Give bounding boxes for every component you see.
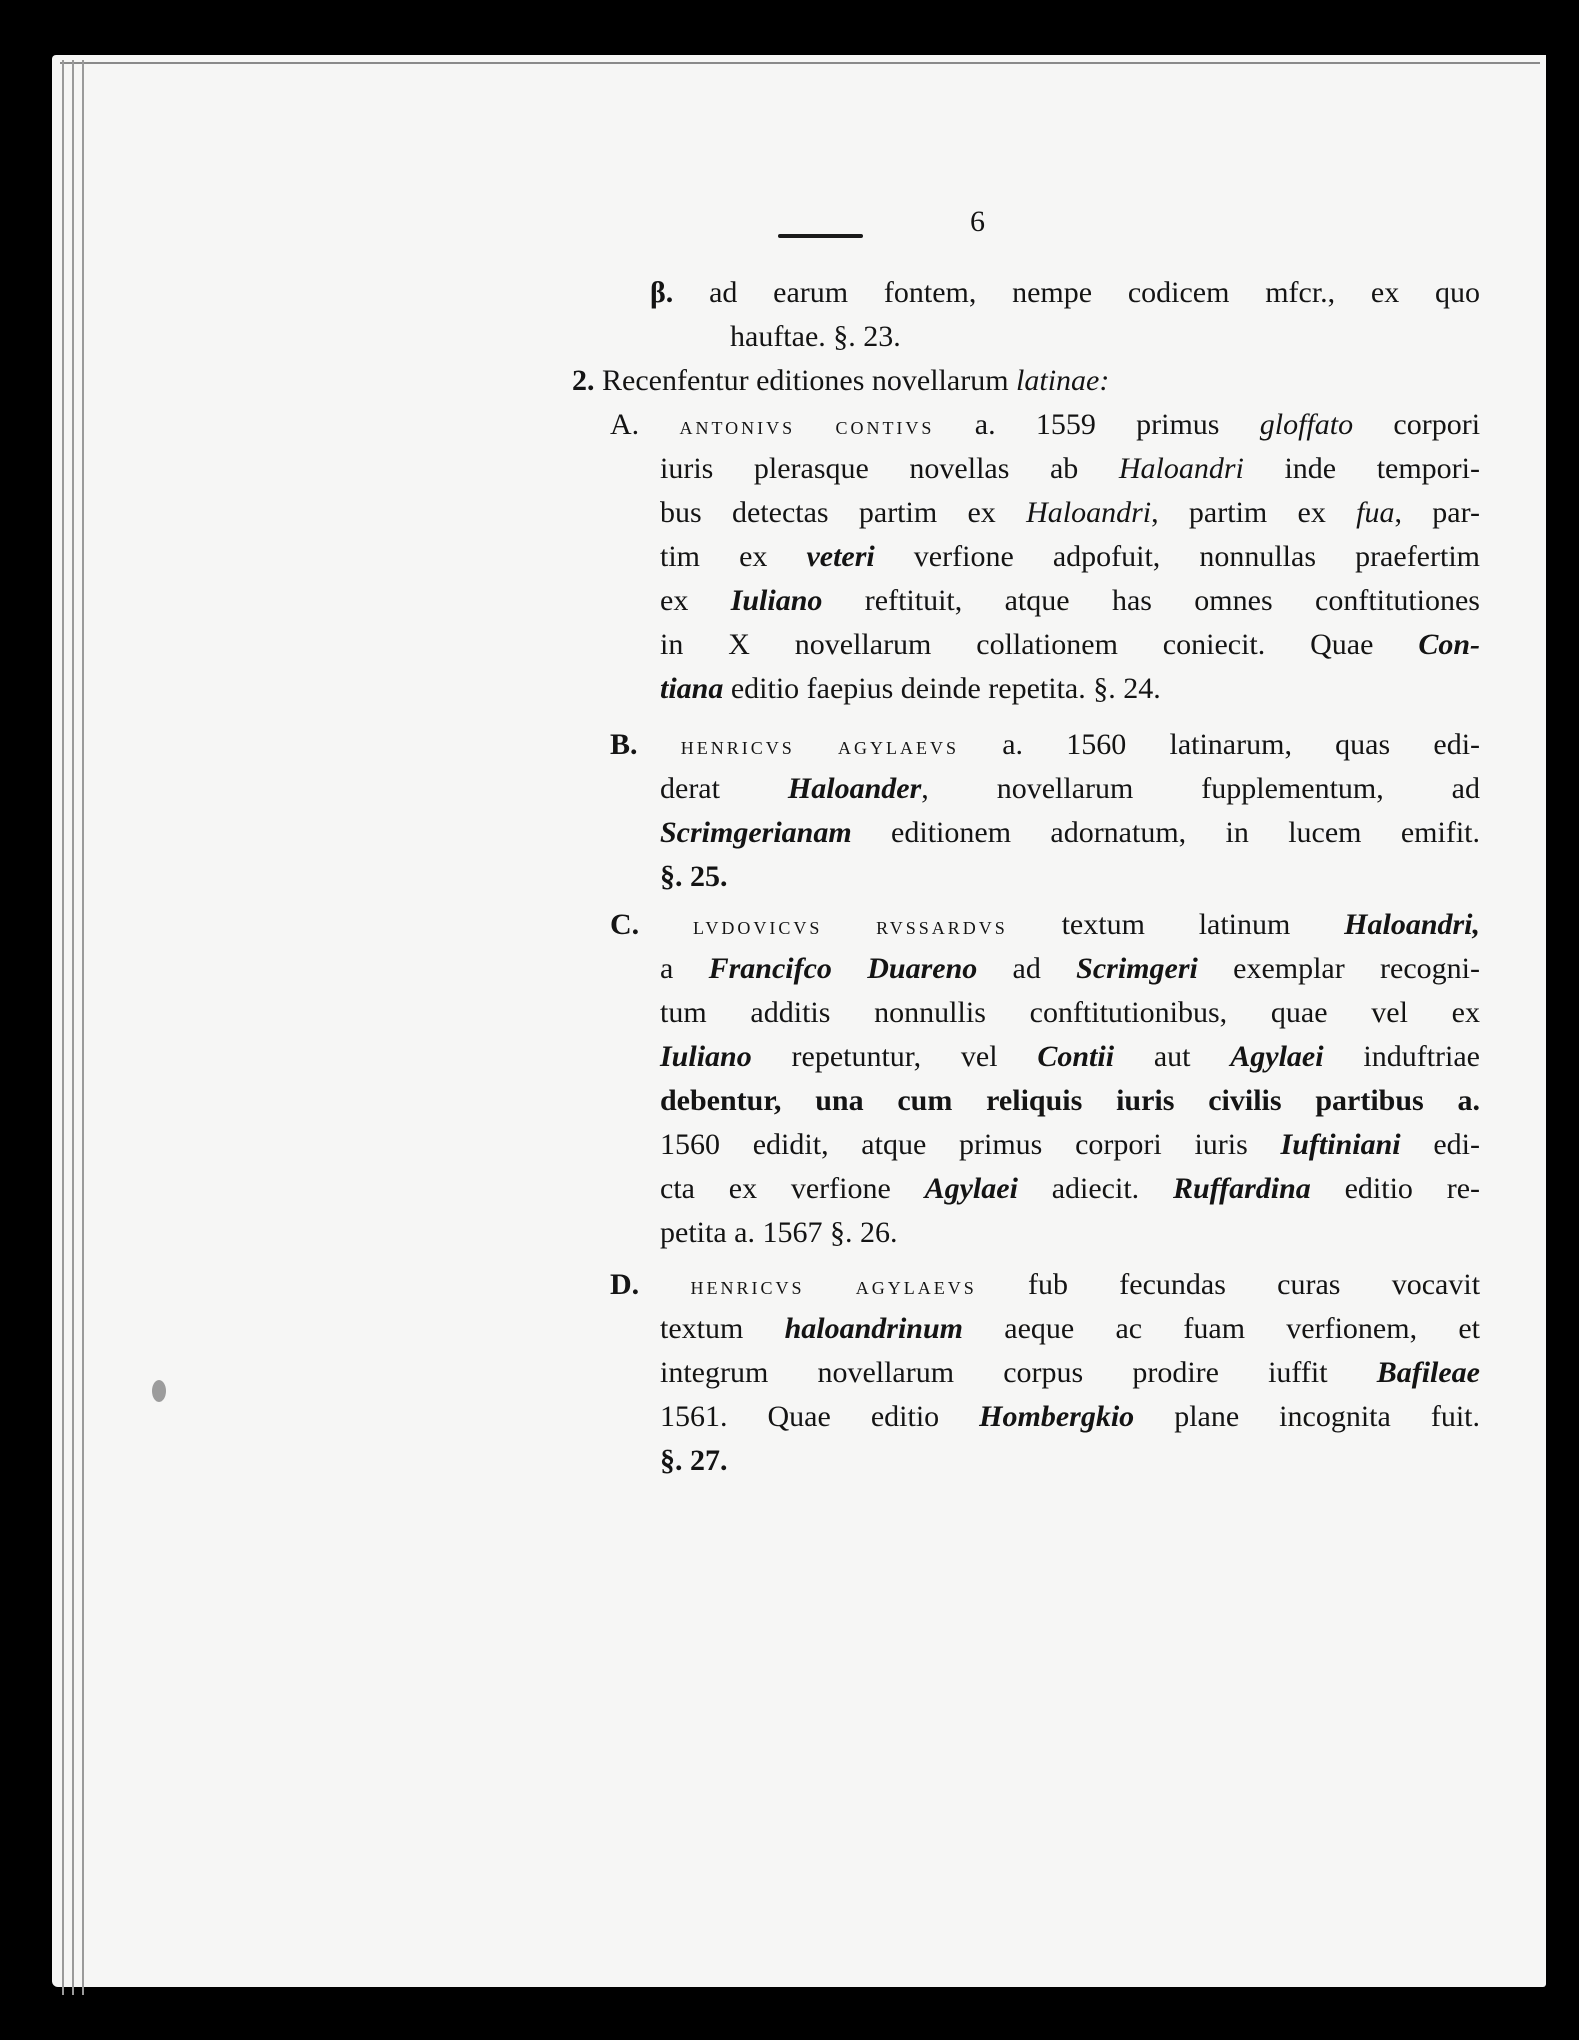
- text-line: [660, 1402, 1480, 1432]
- line-text: plane incognita fuit.: [1134, 1400, 1480, 1433]
- text-line: [650, 278, 1480, 308]
- stacked-page-edge: [72, 60, 74, 1995]
- italic-term: veteri: [806, 540, 875, 573]
- text-line: [660, 630, 1480, 660]
- item-marker: β.: [650, 276, 674, 309]
- line-text: in X novellarum collationem coniecit. Quae: [660, 628, 1419, 661]
- page-number: 6: [970, 205, 985, 238]
- text-line: [660, 674, 1161, 704]
- italic-term: Iuliano: [660, 1040, 752, 1073]
- italic-term: Haloander: [787, 772, 922, 805]
- line-text: verfione adpofuit, nonnullas praefertim: [874, 540, 1480, 573]
- stacked-page-edge: [62, 60, 64, 1995]
- line-text: bus detectas partim ex: [660, 496, 1027, 529]
- line-text: ad: [977, 952, 1077, 985]
- italic-term: Agylaei: [1230, 1040, 1324, 1073]
- italic-term: gloffato: [1259, 408, 1354, 441]
- text-line: [730, 322, 901, 352]
- line-text: ex: [660, 584, 731, 617]
- author-name: contivs: [835, 411, 935, 440]
- section-reference: §. 27.: [660, 1444, 728, 1477]
- line-text: petita a. 1567 §. 26.: [660, 1216, 898, 1249]
- italic-term: Haloandri: [1118, 452, 1244, 485]
- entry-D-first-line: [610, 1270, 1480, 1300]
- line-text: debentur, una cum reliquis iuris civilis partibus a.: [660, 1084, 1480, 1117]
- line-text: tim ex: [660, 540, 807, 573]
- line-text: tum additis nonnullis conftitutionibus, quae vel ex: [660, 996, 1480, 1029]
- ink-smudge: [152, 1380, 166, 1402]
- author-name: agylaevs: [855, 1271, 977, 1300]
- item-marker: C.: [610, 908, 640, 941]
- section-reference: §. 25.: [660, 860, 728, 893]
- italic-term: Agylaei: [924, 1172, 1018, 1205]
- entry-B-first-line: [610, 730, 1480, 760]
- italic-term: haloandrinum: [784, 1312, 964, 1345]
- line-text: textum latinum: [1061, 908, 1345, 941]
- line-text: integrum novellarum corpus prodire iuffit: [660, 1356, 1377, 1389]
- author-name: henricvs: [690, 1271, 805, 1300]
- line-text: editionem adornatum, in lucem emifit.: [851, 816, 1480, 849]
- italic-term: Hombergkio: [979, 1400, 1135, 1433]
- entry-C-first-line: [610, 910, 1480, 940]
- line-text: 1560 edidit, atque primus corpori iuris: [660, 1128, 1281, 1161]
- author-name: henricvs: [680, 731, 795, 760]
- text-line: [660, 586, 1480, 616]
- header-rule: [778, 234, 863, 238]
- italic-term: Iuliano: [730, 584, 823, 617]
- text-line: [660, 862, 728, 892]
- line-text: iuris plerasque novellas ab: [660, 452, 1119, 485]
- author-name: lvdovicvs: [692, 911, 823, 940]
- italic-term: Iuftiniani: [1280, 1128, 1401, 1161]
- item-marker: B.: [610, 728, 638, 761]
- italic-term: tiana: [660, 672, 724, 705]
- italic-term: Bafileae: [1376, 1356, 1480, 1389]
- line-text: reftituit, atque has omnes conftitutiones: [822, 584, 1480, 617]
- italic-term: Con-: [1418, 628, 1480, 661]
- line-text: 1561. Quae editio: [660, 1400, 980, 1433]
- stacked-page-edge: [82, 60, 84, 1995]
- line-text: , partim ex: [1151, 496, 1357, 529]
- text-line: [660, 1130, 1480, 1160]
- text-line: [660, 1446, 728, 1476]
- line-text: hauftae. §. 23.: [730, 320, 901, 353]
- author-name: antonivs: [679, 411, 796, 440]
- line-text: aeque ac fuam verfionem, et: [963, 1312, 1480, 1345]
- line-text: , par-: [1394, 496, 1480, 529]
- line-text: textum: [660, 1312, 785, 1345]
- italic-term: Scrimgerianam: [660, 816, 852, 849]
- text-line: [660, 1086, 1480, 1116]
- line-text: repetuntur, vel: [751, 1040, 1038, 1073]
- italic-term: Scrimgeri: [1076, 952, 1198, 985]
- item-marker: D.: [610, 1268, 640, 1301]
- text-line: [660, 954, 1480, 984]
- line-text: ad earum fontem, nempe codicem mfcr., ex quo: [709, 276, 1481, 309]
- text-line: [660, 774, 1480, 804]
- line-text: fub fecundas curas vocavit: [1028, 1268, 1481, 1301]
- text-line: [660, 1314, 1480, 1344]
- text-line: [660, 1218, 897, 1248]
- text-line: [660, 1174, 1480, 1204]
- item-marker: A.: [610, 408, 640, 441]
- line-text: Recenfentur editiones novellarum: [602, 364, 1017, 397]
- line-text: derat: [660, 772, 788, 805]
- italic-term: Contii: [1037, 1040, 1115, 1073]
- line-text: corpori: [1353, 408, 1481, 441]
- line-text: exemplar recogni-: [1197, 952, 1480, 985]
- text-line: [660, 498, 1480, 528]
- line-text: editio re-: [1310, 1172, 1480, 1205]
- italic-term: Haloandri,: [1344, 908, 1481, 941]
- item-marker: 2.: [572, 364, 595, 397]
- italic-term: Francifco Duareno: [708, 952, 978, 985]
- text-line: [660, 1358, 1480, 1388]
- line-text: edi-: [1400, 1128, 1480, 1161]
- section-heading: [572, 366, 1109, 396]
- page-top-edge: [60, 62, 1540, 64]
- italic-term: Haloandri: [1026, 496, 1152, 529]
- text-line: [660, 542, 1480, 572]
- line-text: , novellarum fupplementum, ad: [921, 772, 1480, 805]
- entry-A-first-line: [610, 410, 1480, 440]
- text-line: [660, 818, 1480, 848]
- line-text: a: [660, 952, 709, 985]
- italic-term: Ruffardina: [1172, 1172, 1311, 1205]
- line-text: a. 1559 primus: [974, 408, 1260, 441]
- text-line: [660, 454, 1480, 484]
- line-text: editio faepius deinde repetita. §. 24.: [723, 672, 1161, 705]
- italic-term: latinae:: [1016, 364, 1110, 397]
- line-text: adiecit.: [1017, 1172, 1173, 1205]
- text-line: [660, 1042, 1480, 1072]
- line-text: a. 1560 latinarum, quas edi-: [1002, 728, 1481, 761]
- author-name: agylaevs: [838, 731, 959, 760]
- text-line: [660, 998, 1480, 1028]
- italic-term: fua: [1356, 496, 1395, 529]
- author-name: rvssardvs: [876, 911, 1008, 940]
- line-text: cta ex verfione: [660, 1172, 925, 1205]
- line-text: inde tempori-: [1243, 452, 1480, 485]
- line-text: aut: [1114, 1040, 1231, 1073]
- line-text: induftriae: [1323, 1040, 1480, 1073]
